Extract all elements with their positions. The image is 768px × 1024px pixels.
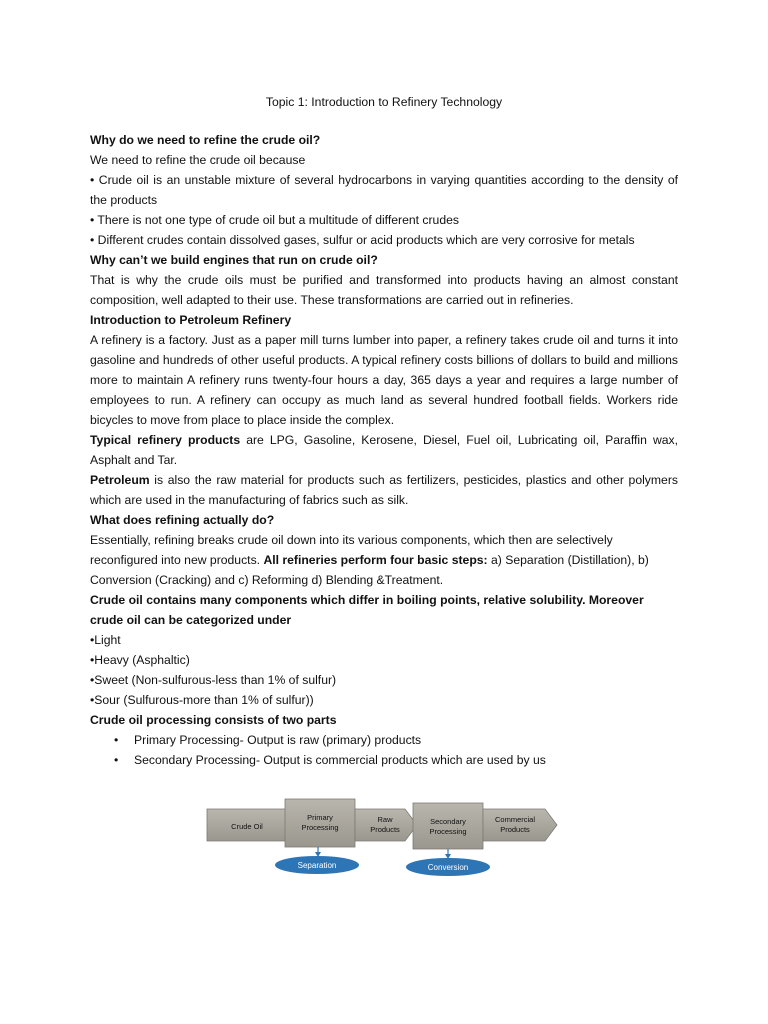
document-page: [90, 92, 678, 770]
products-label: Typical refinery products: [90, 433, 241, 447]
separation-label: Separation: [297, 861, 337, 870]
intro-refinery-text: A refinery is a factory. Just as a paper mill turns lumber into paper, a refinery takes crude oil and turns it into gasoline and hundreds of other useful products. A typical refinery costs billions of dollars to build and millions more to maintain A refinery runs twenty-four hours a day, 365 days a year and requires a large number of employees to run. A refinery can occupy as much land as several hundred football fields. Workers ride bicycles to move from place to place inside the complex.: [90, 333, 678, 427]
commercial-label-1: Commercial: [494, 815, 536, 824]
bullet-dot: •: [114, 753, 119, 767]
petroleum-paragraph: [90, 470, 678, 510]
secondary-label-1: Secondary: [430, 817, 466, 826]
heading-why-refine: Why do we need to refine the crude oil?: [90, 133, 321, 147]
heading-processing: Crude oil processing consists of two parts: [90, 713, 337, 727]
secondary-processing-box: [413, 803, 483, 849]
primary-label-2: Processing: [301, 823, 339, 832]
bullet-dot: •: [114, 733, 119, 747]
why-refine-intro: We need to refine the crude oil because: [90, 153, 306, 167]
crude-oil-label: Crude Oil: [231, 822, 263, 831]
category-item: •Heavy (Asphaltic): [90, 653, 190, 667]
raw-label-2: Products: [370, 825, 400, 834]
category-item: •Sweet (Non-sulfurous-less than 1% of sulfur): [90, 673, 337, 687]
why-not-engines-text: That is why the crude oils must be purified and transformed into products having an almost constant composition, well adapted to their use. These transformations are carried out in refineries.: [90, 273, 678, 307]
processing-item: [90, 750, 678, 770]
petroleum-text: is also the raw material for products such as fertilizers, pesticides, plastics and other polymers which are used in the manufacturing of fabrics such as silk.: [90, 473, 678, 507]
category-item: •Sour (Sulfurous-more than 1% of sulfur)): [90, 693, 314, 707]
conversion-label: Conversion: [427, 863, 469, 872]
components-paragraph: Crude oil contains many components which differ in boiling points, relative solubility. Moreover crude oil can be categorized under: [90, 593, 644, 627]
why-refine-bullet: • Crude oil is an unstable mixture of several hydrocarbons in varying quantities according to the density of the products: [90, 173, 678, 207]
category-item: •Light: [90, 633, 121, 647]
secondary-label-2: Processing: [429, 827, 467, 836]
refining-paragraph: [90, 530, 678, 590]
primary-label-1: Primary: [307, 813, 333, 822]
commercial-label-2: Products: [500, 825, 530, 834]
processing-flow-diagram: [205, 795, 565, 880]
petroleum-label: Petroleum: [90, 473, 150, 487]
processing-item: [90, 730, 678, 750]
raw-label-1: Raw: [377, 815, 393, 824]
heading-intro-refinery: Introduction to Petroleum Refinery: [90, 313, 292, 327]
heading-why-not-engines: Why can’t we build engines that run on crude oil?: [90, 253, 378, 267]
refining-text-a: Essentially, refining breaks crude oil down into its various components, which then are selectively reconfigured into new products.: [90, 533, 613, 567]
why-refine-bullet: • There is not one type of crude oil but a multitude of different crudes: [90, 213, 459, 227]
processing-item-text: Primary Processing- Output is raw (primary) products: [134, 733, 422, 747]
document-title: Topic 1: Introduction to Refinery Technology: [265, 95, 503, 109]
products-text: are LPG, Gasoline, Kerosene, Diesel, Fuel oil, Lubricating oil, Paraffin wax, Asphalt and Tar.: [90, 433, 679, 467]
processing-item-text: Secondary Processing- Output is commercial products which are used by us: [134, 753, 546, 767]
refining-steps-label: All refineries perform four basic steps:: [263, 553, 488, 567]
products-paragraph: [90, 430, 678, 470]
why-refine-bullet: • Different crudes contain dissolved gases, sulfur or acid products which are very corrosive for metals: [90, 233, 635, 247]
heading-what-refining-does: What does refining actually do?: [90, 513, 275, 527]
refining-text-b: a) Separation (Distillation), b) Conversion (Cracking) and c) Reforming d) Blending &Treatment.: [90, 553, 649, 587]
